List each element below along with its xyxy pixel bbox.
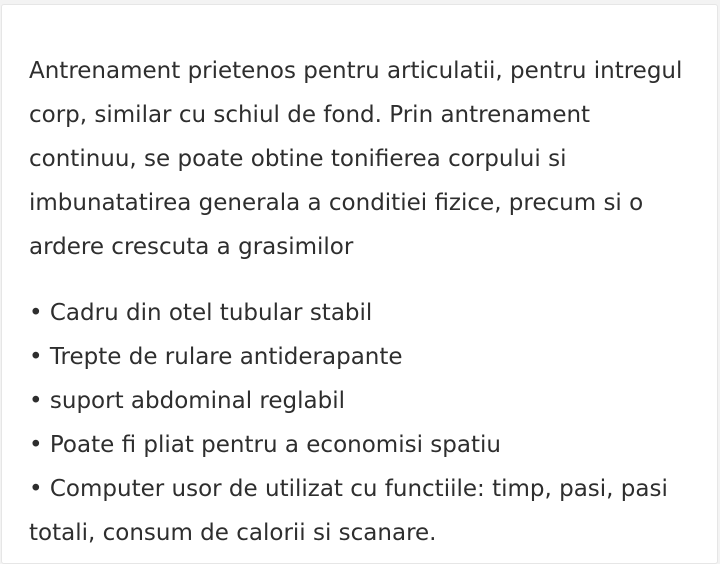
description-paragraph: Antrenament prietenos pentru articulatii, pentru intregul corp, similar cu schiul de fond. Prin antrenament continuu, se poate obtine tonifierea corpului si imbunatatirea generala a conditiei fizice, precum si o ardere crescuta a grasimilor [29,58,683,260]
description-card [1,4,718,564]
features-list [29,291,694,555]
feature-item: • Poate fi pliat pentru a economisi spatiu [29,432,501,458]
feature-item: • Computer usor de utilizat cu functiile: timp, pasi, pasi totali, consum de calorii si scanare. [29,476,668,546]
feature-item: • suport abdominal reglabil [29,388,345,414]
feature-item: • Cadru din otel tubular stabil [29,300,373,326]
description-content [29,49,694,555]
feature-item: • Trepte de rulare antiderapante [29,344,403,370]
